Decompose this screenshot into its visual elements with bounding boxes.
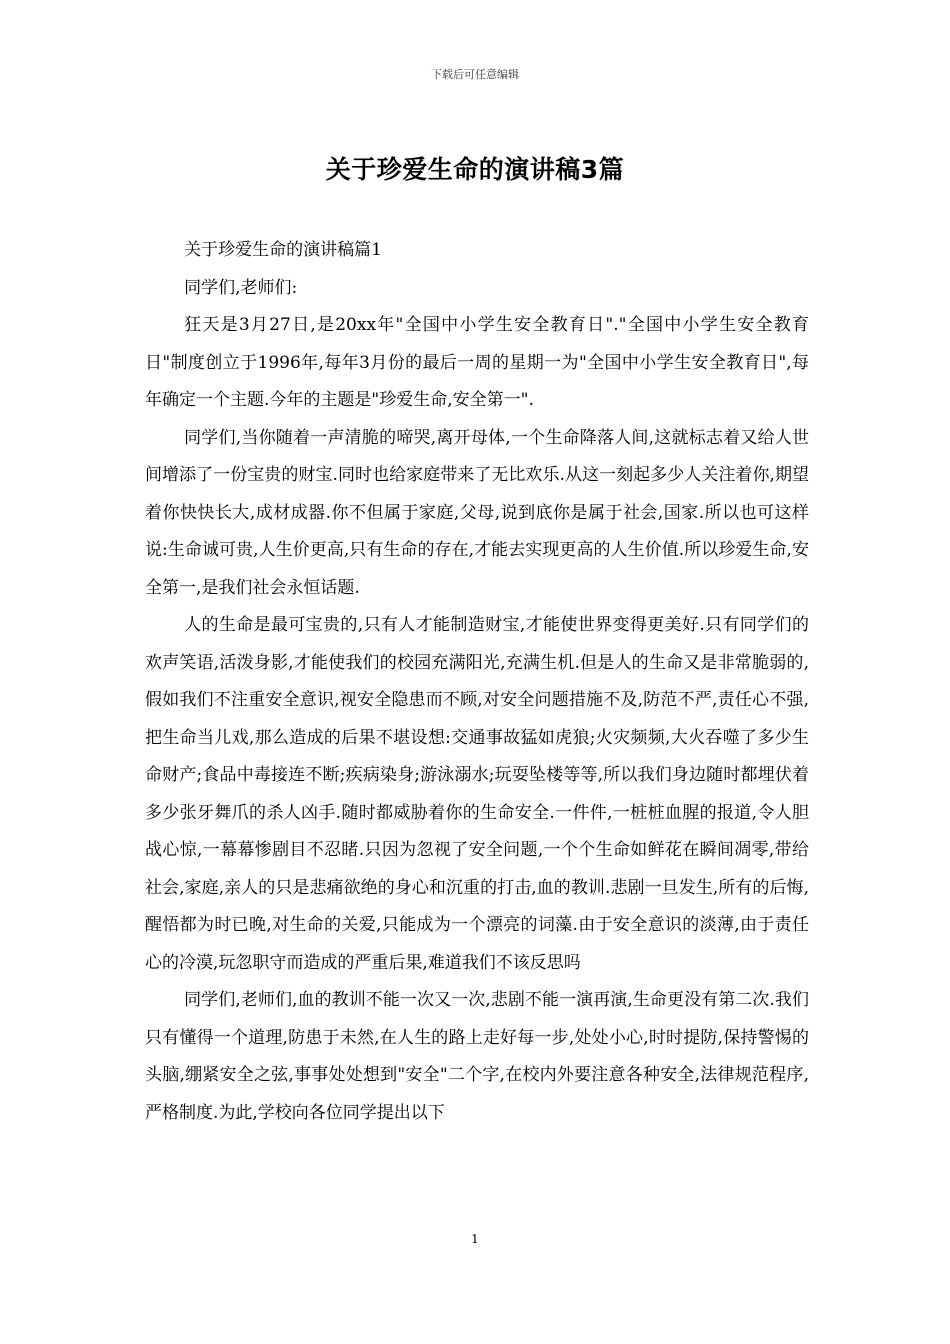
- body-paragraph: 同学们,当你随着一声清脆的啼哭,离开母体,一个生命降落人间,这就标志着又给人世间增添了一份宝贵的财宝.同时也给家庭带来了无比欢乐.从这一刻起多少人关注着你,期望着你快快长大,成材成器.你不但属于家庭,父母,说到底你是属于社会,国家.所以也可这样说:生命诚可贵,人生价更高,只有生命的存在,才能去实现更高的人生价值.所以珍爱生命,安全第一,是我们社会永恒话题.: [145, 427, 809, 598]
- body-paragraph: 人的生命是最可宝贵的,只有人才能制造财宝,才能使世界变得更美好.只有同学们的欢声笑语,活泼身影,才能使我们的校园充满阳光,充满生机.但是人的生命又是非常脆弱的,假如我们不注重安全意识,视安全隐患而不顾,对安全问题措施不及,防范不严,责任心不强,把生命当儿戏,那么造成的后果不堪设想:交通事故猛如虎狼;火灾频频,大火吞噬了多少生命财产;食品中毒接连不断;疾病染身;游泳溺水;玩耍坠楼等等,所以我们身边随时都埋伏着多少张牙舞爪的杀人凶手.随时都威胁着你的生命安全.一件件,一桩桩血腥的报道,令人胆战心惊,一幕幕惨剧目不忍睹.只因为忽视了安全问题,一个个生命如鲜花在瞬间凋零,带给社会,家庭,亲人的只是悲痛欲绝的身心和沉重的打击,血的教训.悲剧一旦发生,所有的后悔,醒悟都为时已晚,对生命的关爱,只能成为一个漂亮的词藻.由于安全意识的淡薄,由于责任心的冷漠,玩忽职守而造成的严重后果,难道我们不该反思吗: [145, 615, 809, 973]
- salutation: 同学们,老师们:: [184, 277, 298, 298]
- document-title: 关于珍爱生命的演讲稿3篇: [325, 155, 625, 184]
- body-paragraph: 同学们,老师们,血的教训不能一次又一次,悲剧不能一演再演,生命更没有第二次.我们只有懂得一个道理,防患于未然,在人生的路上走好每一步,处处小心,时时提防,保持警惕的头脑,绷紧安全之弦,事事处处想到"安全"二个字,在校内外要注意各种安全,法律规范程序,严格制度.为此,学校向各位同学提出以下: [145, 990, 809, 1123]
- page-number: 1: [471, 1232, 479, 1246]
- page-header: 下载后可任意编辑: [431, 68, 519, 81]
- body-paragraph: 狂天是3月27日,是20xx年"全国中小学生安全教育日"."全国中小学生安全教育日"制度创立于1996年,每年3月份的最后一周的星期一为"全国中小学生安全教育日",每年确定一个主题.今年的主题是"珍爱生命,安全第一".: [145, 315, 809, 410]
- document-body: [145, 232, 809, 1132]
- section-heading: 关于珍爱生命的演讲稿篇1: [184, 240, 382, 260]
